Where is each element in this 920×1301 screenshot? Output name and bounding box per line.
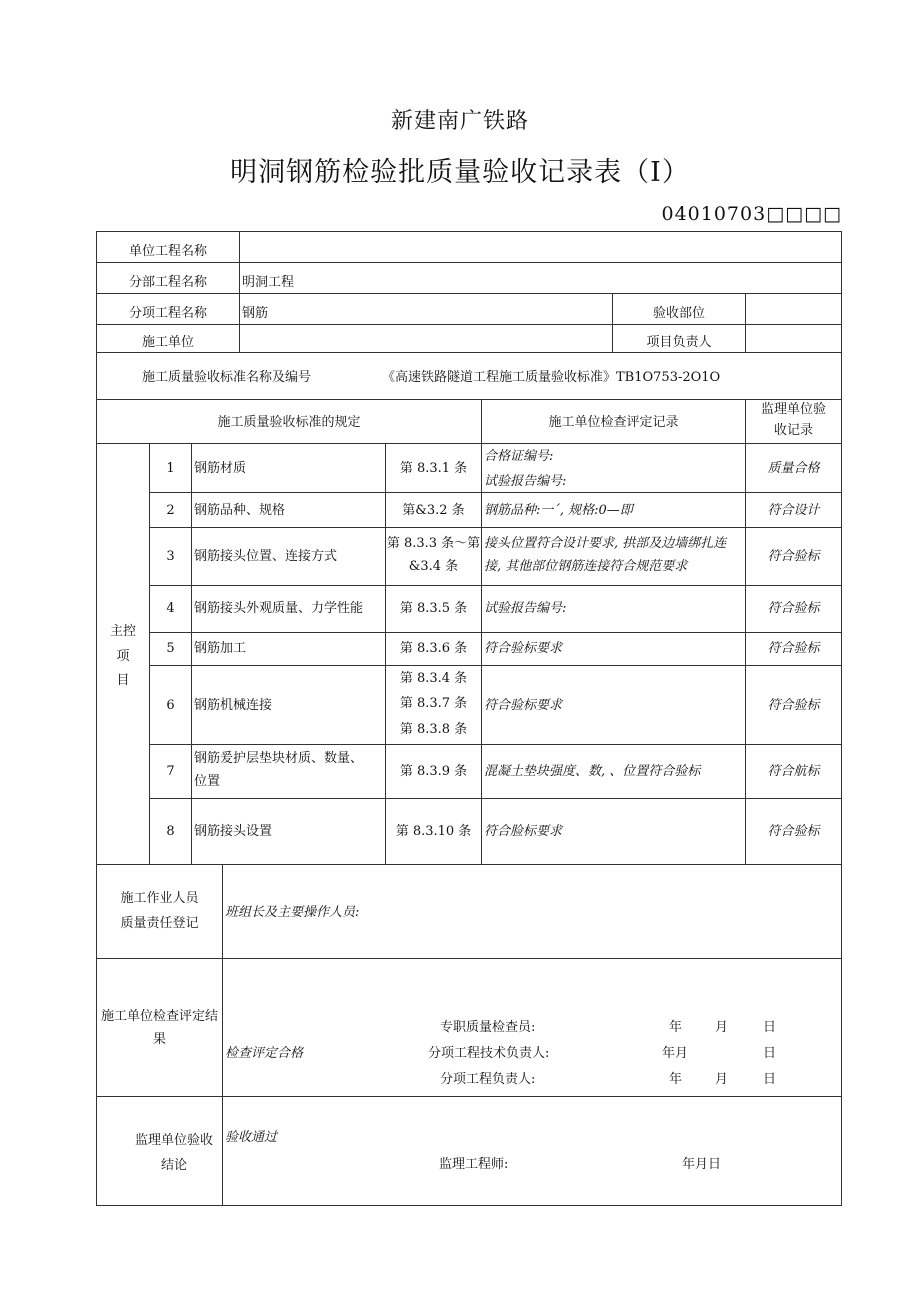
personnel-label: 施工作业人员 质量责任登记 <box>120 891 199 932</box>
tech-leader-date: 年月 <box>662 1046 689 1061</box>
item-record[interactable]: 符合脸标要求 <box>484 824 563 839</box>
standard-label: 施工质量验收标准名称及编号 <box>142 370 312 385</box>
division-value[interactable]: 明洞工程 <box>242 275 295 290</box>
item-record[interactable]: 混凝土垫块强度、数, 、位置符合验标 <box>484 764 701 779</box>
division-label: 分部工程名称 <box>128 275 207 290</box>
subitem-label: 分项工程名称 <box>128 306 207 321</box>
item-record[interactable]: 合格证编号: <box>484 449 554 464</box>
acceptance-part-label: 验收部位 <box>652 306 705 321</box>
item-supervisor[interactable]: 符合设计 <box>767 503 820 518</box>
personnel-content[interactable]: 班组长及主要操作人员: <box>225 905 360 920</box>
project-leader-label: 项目负责人 <box>646 335 712 350</box>
inspector-label: 专职质量检查员: <box>440 1020 536 1035</box>
supervisor-date: 年月日 <box>682 1157 722 1172</box>
supervisor-engineer-label: 监理工程师: <box>439 1157 509 1172</box>
item-no: 7 <box>166 764 175 779</box>
item-no: 6 <box>166 698 175 713</box>
item-supervisor[interactable]: 符合验标 <box>767 549 820 564</box>
item-record[interactable]: 试验报告编号: <box>484 474 567 489</box>
item-clause: 第 8.3.6 条 <box>399 641 468 656</box>
supervision-result[interactable]: 验收通过 <box>225 1130 278 1145</box>
item-no: 4 <box>166 601 175 616</box>
item-supervisor[interactable]: 符合验标 <box>767 601 820 616</box>
item-no: 5 <box>166 641 175 656</box>
item-clause: 第 8.3.5 条 <box>399 601 468 616</box>
item-record[interactable]: 钢筋品种:一ˊ, 规格:0—即 <box>484 503 633 518</box>
unit-project-label: 单位工程名称 <box>128 244 207 259</box>
sub-leader-date-year: 年 <box>669 1072 683 1087</box>
spec-header: 施工质量验收标准的规定 <box>217 415 361 430</box>
supervisor-header: 监理单位验 收记录 <box>760 402 826 438</box>
item-name: 钢筋接头位置、连接方式 <box>194 549 338 564</box>
item-clause: 第 8.3.1 条 <box>399 461 468 476</box>
item-name: 钢筋材质 <box>194 461 247 476</box>
item-name: 钢筋品种、规格 <box>194 503 286 518</box>
item-supervisor[interactable]: 质量合格 <box>767 461 820 476</box>
item-supervisor[interactable]: 符合验标 <box>767 698 820 713</box>
supervision-label: 监理单位验收 结论 <box>134 1133 213 1174</box>
construction-unit-label: 施工单位 <box>141 335 194 350</box>
self-check-label: 施工单位检查评定结 果 <box>100 1009 218 1047</box>
record-header: 施工单位检查评定记录 <box>548 415 679 430</box>
standard-value: 《高速铁路隧道工程施工质量验收标准》TB1O753-2O1O <box>382 370 721 385</box>
tech-leader-label: 分项工程技术负责人: <box>428 1046 550 1061</box>
sub-leader-date-month: 月 <box>715 1072 729 1087</box>
main-control-label: 主控 项 目 <box>109 624 136 689</box>
inspector-date-year: 年 <box>669 1020 683 1035</box>
company-title: 新建南广铁路 <box>390 109 529 134</box>
item-clause: 第 8.3.3 条～第 &3.4 条 <box>386 536 481 574</box>
item-no: 8 <box>166 824 175 839</box>
item-supervisor[interactable]: 符合验标 <box>767 641 820 656</box>
item-record[interactable]: 符合验标要求 <box>484 698 563 713</box>
item-record[interactable]: 符合验标要求 <box>484 641 563 656</box>
item-name: 钢筋加工 <box>194 641 247 656</box>
tech-leader-date-day: 日 <box>763 1046 777 1061</box>
sub-leader-date-day: 日 <box>763 1072 777 1087</box>
self-check-result[interactable]: 检查评定合格 <box>225 1046 304 1061</box>
item-name: 钢筋接头外观质量、力学性能 <box>194 601 364 616</box>
item-name: 钢筋爰护层垫块材质、数量、 位置 <box>194 751 364 789</box>
form-code: 04010703□□□□ <box>661 203 842 225</box>
item-supervisor[interactable]: 符合验标 <box>767 824 820 839</box>
item-clause: 第 8.3.9 条 <box>399 764 468 779</box>
item-clause: 第&3.2 条 <box>402 503 465 518</box>
item-clause: 第 8.3.4 条 第 8.3.7 条 第 8.3.8 条 <box>399 671 468 737</box>
item-name: 钢筋机械连接 <box>194 698 273 713</box>
item-record[interactable]: 接头位置符合设计要求, 拱部及边墙绑扎连 接, 其他部位钢筋连接符合规范要求 <box>484 536 727 574</box>
inspector-date-day: 日 <box>763 1020 777 1035</box>
form-title: 明洞钢筋检验批质量验收记录表（Ⅰ） <box>230 157 690 188</box>
item-no: 3 <box>166 549 175 564</box>
item-record[interactable]: 试验报告编号: <box>484 601 567 616</box>
item-no: 1 <box>166 461 175 476</box>
item-clause: 第 8.3.10 条 <box>395 824 472 839</box>
sub-leader-label: 分项工程负责人: <box>440 1072 536 1087</box>
item-no: 2 <box>166 503 175 518</box>
item-name: 钢筋接头设置 <box>194 824 273 839</box>
item-supervisor[interactable]: 符合航标 <box>767 764 820 779</box>
subitem-value[interactable]: 钢筋 <box>242 306 269 321</box>
inspector-date-month: 月 <box>715 1020 729 1035</box>
